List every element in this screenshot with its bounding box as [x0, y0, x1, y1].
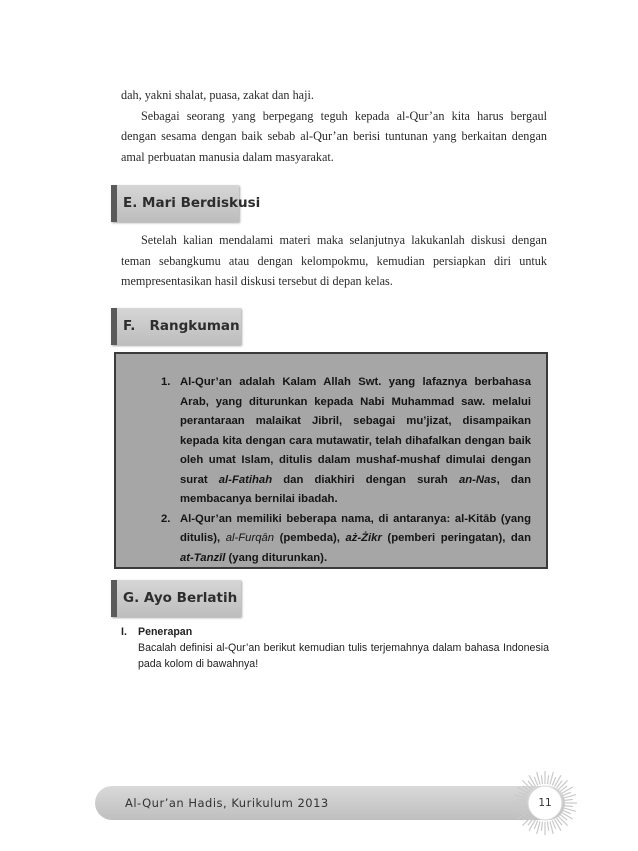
summary-item-1-text-b: dan diakhiri dengan surah — [272, 473, 459, 486]
badge-ray — [529, 819, 536, 830]
intro-paragraph-2 — [121, 106, 547, 168]
section-e-body: Setelah kalian mendalami materi maka selanjutnya lakukanlah diskusi dengan teman sebangkumu atau dengan kelompokmu, kemudian persiapkan diri untuk mempresentasikan hasil diskusi tersebut di depan kelas. — [121, 233, 547, 288]
summary-item-1-text-a: Al-Qur’an adalah Kalam Allah Swt. yang lafaznya berbahasa Arab, yang diturunkan kepada Nabi Muhammad saw. melalui perantaraan malaikat Jibril, sebagai mu’jizat, disampaikan kepada kita dengan cara mutawatir, telah dihafalkan dengan baik oleh umat Islam, ditulis dalam mushaf-mushaf dimulai dengan surat — [180, 376, 531, 486]
summary-item-2 — [161, 510, 531, 569]
summary-item-2-text-d: (yang diturunkan). — [225, 551, 328, 564]
intro-paragraph-2-text: Sebagai seorang yang berpegang teguh kepada al-Qur’an kita harus bergaul dengan sesama dengan baik sebab al-Qur’an berisi tuntunan yang berkaitan dengan amal perbuatan manusia dalam masyarakat. — [121, 108, 547, 164]
exercise-subheading — [121, 624, 549, 640]
section-e-title: E. Mari Berdiskusi — [123, 195, 261, 211]
badge-ray — [564, 799, 573, 800]
badge-ray — [547, 822, 548, 831]
intro-text — [121, 85, 547, 167]
section-f-heading — [111, 308, 241, 345]
summary-list — [161, 373, 531, 568]
section-e-heading — [111, 185, 261, 222]
intro-line-1: dah, yakni shalat, puasa, zakat dan haji. — [121, 88, 314, 102]
badge-ray — [529, 775, 536, 786]
badge-ray — [517, 799, 526, 800]
summary-item-1 — [161, 373, 531, 510]
badge-ray — [555, 819, 562, 830]
heading-bar — [111, 185, 117, 222]
exercise-number: I. — [121, 626, 127, 638]
badge-ray — [558, 816, 567, 825]
badge-ray — [517, 805, 526, 806]
section-e-text — [121, 230, 547, 292]
summary-item-2-text-a: Al-Qur’an memiliki beberapa nama, di antaranya: al-Kitāb (yang ditulis), — [180, 512, 531, 544]
summary-item-1-number: 1. — [161, 376, 171, 388]
summary-item-2-text-b: (pembeda), — [274, 532, 346, 544]
badge-ray — [541, 775, 542, 784]
section-f-title: F. Rangkuman — [123, 318, 240, 334]
summary-item-1-text-c: , dan membacanya bernilai ibadah. — [180, 473, 531, 505]
name-al-furqan: al-Furqān — [225, 532, 275, 544]
name-az-zikr: aż-Żikr — [345, 532, 382, 544]
exercise-block — [121, 624, 549, 672]
heading-bar — [111, 308, 117, 345]
heading-bar — [111, 580, 117, 617]
badge-ray — [541, 822, 542, 831]
badge-ray — [522, 816, 531, 825]
exercise-instructions: Bacalah definisi al-Qur’an berikut kemudian tulis terjemahnya dalam bahasa Indonesia pada kolom di bawahnya! — [138, 642, 549, 670]
badge-ray — [555, 775, 562, 786]
surah-al-fatihah: al-Fatihah — [218, 473, 273, 486]
page-number: 11 — [538, 797, 552, 809]
exercise-title: Penerapan — [138, 626, 193, 638]
footer-book-title: Al-Qur’an Hadis, Kurikulum 2013 — [125, 796, 329, 810]
section-g-title: G. Ayo Berlatih — [123, 590, 238, 606]
surah-an-nas: an-Nas — [458, 473, 497, 486]
summary-item-2-text-c: (pemberi peringatan), dan — [381, 532, 531, 544]
summary-item-2-number: 2. — [161, 512, 171, 525]
badge-ray — [547, 775, 548, 784]
badge-ray — [564, 805, 573, 806]
name-at-tanzil: at-Tanzīl — [180, 551, 226, 564]
section-g-heading — [111, 580, 241, 617]
